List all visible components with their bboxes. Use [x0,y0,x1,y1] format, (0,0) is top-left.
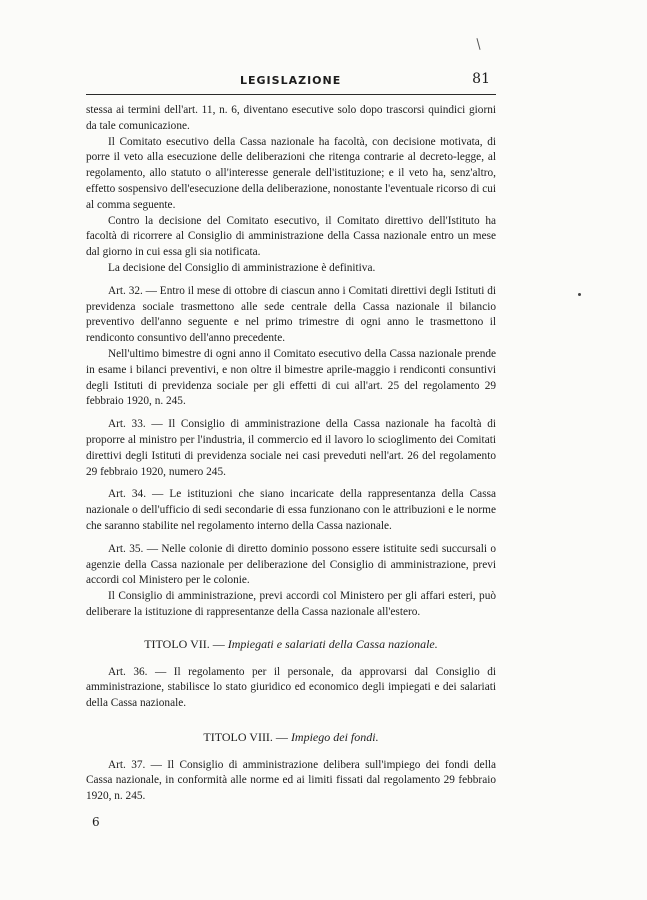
paragraph: La decisione del Consiglio di amministrazione è definitiva. [108,261,376,274]
article-37: Art. 37. — Il Consiglio di amministrazione delibera sull'impiego dei fondi della Cassa nazionale, in conformità alle norme ed ai limiti fissati dal regolamento 29 febbraio 1920, n. 245. [86,758,496,803]
scan-mark [476,38,480,50]
article-34: Art. 34. — Le istituzioni che siano incaricate della rappresentanza della Cassa nazionale o dell'ufficio di sedi secondarie di essa funzionano con le attribuzioni e le norme che saranno stabilite nel regolamento interno della Cassa nazionale. [86,488,496,532]
running-header [86,72,496,95]
paragraph: Nell'ultimo bimestre di ogni anno il Comitato esecutivo della Cassa nazionale prende in esame i bilanci preventivi, e non oltre il bimestre aprile-maggio i rendiconti consuntivi degli Istituti di previdenza sociale per gli effetti di cui all'art. 25 del regolamento 29 febbraio 1920, n. 245. [86,347,496,408]
article-32: Art. 32. — Entro il mese di ottobre di ciascun anno i Comitati direttivi degli Istituti di previdenza sociale trasmettono alle sede centrale della Cassa nazionale il bilancio preventivo dell'anno seguente e nel primo trimestre di ogni anno le trasmettono il rendiconto consuntivo dell'anno precedente. [86,284,496,345]
titolo-8-subtitle: Impiego dei fondi. [290,729,379,744]
paragraph: stessa ai termini dell'art. 11, n. 6, diventano esecutive solo dopo trascorsi quindici giorni da tale comunicazione. [86,104,496,132]
body-text [86,103,496,805]
section-heading-titolo-8 [86,730,496,746]
paragraph: Contro la decisione del Comitato esecutivo, il Comitato direttivo dell'Istituto ha facoltà di ricorrere al Consiglio di amministrazione della Cassa nazionale entro un mese dal giorno in cui essa gli sia notificata. [86,214,496,259]
article-35: Art. 35. — Nelle colonie di diretto dominio possono essere istituite sedi succursali o agenzie della Cassa nazionale per deliberazione del Consiglio di amministrazione, previ accordi col Ministero per le colonie. [86,542,496,587]
paragraph: Il Comitato esecutivo della Cassa nazionale ha facoltà, con decisione motivata, di porre il veto alla esecuzione delle deliberazioni che ritenga contrarie al decreto-legge, al regolamento, allo statuto o all'interesse generale dell'istituzione; e il veto ha, senz'altro, effetto sospensivo dell'esecuzione della deliberazione, nonostante l'eventuale ricorso di cui al comma seguente. [86,135,496,211]
titolo-7-label: TITOLO VII. — [144,636,225,651]
header-title: LEGISLAZIONE [240,74,342,87]
signature-mark: 6 [92,815,100,829]
scan-dot [578,293,581,296]
article-36: Art. 36. — Il regolamento per il personale, da approvarsi dal Consiglio di amministrazione, stabilisce lo stato giuridico ed economico degli impiegati e dei salariati della Cassa nazionale. [86,665,496,710]
paragraph: Il Consiglio di amministrazione, previ accordi col Ministero per gli affari esteri, può deliberare la istituzione di rappresentanze della Cassa nazionale all'estero. [86,590,496,618]
section-heading-titolo-7 [86,637,496,653]
titolo-7-subtitle: Impiegati e salariati della Cassa nazionale. [227,636,438,651]
article-33: Art. 33. — Il Consiglio di amministrazione della Cassa nazionale ha facoltà di proporre al ministro per l'industria, il commercio ed il lavoro lo scioglimento dei Comitati direttivi degli Istituti di previdenza sociale nei casi preveduti nell'art. 26 del regolamento 29 febbraio 1920, numero 245. [86,418,496,478]
titolo-8-label: TITOLO VIII. — [203,729,288,744]
page-number: 81 [472,71,490,87]
